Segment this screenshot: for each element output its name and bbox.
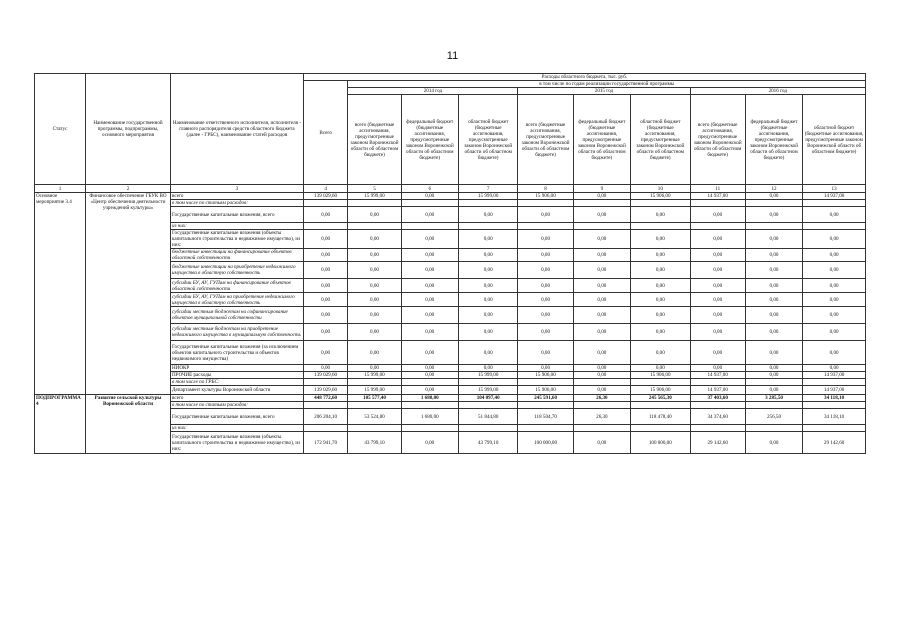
row-value <box>348 200 401 207</box>
row-value: 0,00 <box>518 293 573 307</box>
row-value: 34 118,10 <box>803 395 866 402</box>
row-value: 0,00 <box>745 230 802 249</box>
row-value: 14 937,00 <box>803 372 866 379</box>
header-sub-all-2014: всего (бюджетные ассигнования, предусмотренные законом Воронежской области об областном бюджете) <box>348 95 401 185</box>
row-label: из них: <box>171 425 304 432</box>
row-value: 118 478,40 <box>631 409 691 425</box>
row-value: 14 937,00 <box>803 386 866 395</box>
row-value: 0,00 <box>803 279 866 293</box>
row-label: в том числе по статьям расходов: <box>171 402 304 409</box>
row-value: 0,00 <box>745 249 802 262</box>
row-value: 0,00 <box>690 293 745 307</box>
row-value: 0,00 <box>803 262 866 279</box>
row-value: 0,00 <box>573 230 630 249</box>
row-value: 0,00 <box>401 193 458 200</box>
column-numbers-row <box>35 185 866 193</box>
row-value: 0,00 <box>803 307 866 324</box>
row-value: 0,00 <box>458 293 518 307</box>
header-year-2016: 2016 год <box>690 88 865 95</box>
row-value: 0,00 <box>631 341 691 365</box>
row-value: 15 999,00 <box>348 372 401 379</box>
row-value: 105 577,40 <box>348 395 401 402</box>
row-value: 0,00 <box>690 307 745 324</box>
row-program-name: Финансовое обеспечение ГБУК ВО «Центр обеспечения деятельности учреждений культуры» <box>86 193 171 395</box>
row-value <box>803 425 866 432</box>
row-value: 0,00 <box>401 372 458 379</box>
row-value: 0,00 <box>518 341 573 365</box>
row-value: 0,00 <box>745 365 802 372</box>
row-value: 0,00 <box>573 249 630 262</box>
row-value: 1 680,00 <box>401 409 458 425</box>
row-value: 51 844,80 <box>458 409 518 425</box>
row-value: 0,00 <box>458 365 518 372</box>
header-sub-federal-2014: федеральный бюджет (бюджетные ассигнования, предусмотренные законом Воронежской области об областном бюджете) <box>401 95 458 185</box>
row-value: 0,00 <box>745 307 802 324</box>
row-value: 15 906,00 <box>631 372 691 379</box>
row-value: 15 999,00 <box>458 372 518 379</box>
col-num: 7 <box>458 185 518 193</box>
row-value: 256,50 <box>745 409 802 425</box>
row-value: 172 941,70 <box>303 432 348 454</box>
row-value: 100 000,00 <box>631 432 691 454</box>
row-status: ПОДПРОГРАММА 4 <box>35 395 86 454</box>
row-value: 0,00 <box>348 324 401 341</box>
row-label: в том числе по ГРБС: <box>171 379 304 386</box>
row-value: 0,00 <box>573 307 630 324</box>
row-value: 0,00 <box>518 249 573 262</box>
row-value: 53 524,80 <box>348 409 401 425</box>
row-value <box>401 402 458 409</box>
row-value: 0,00 <box>690 249 745 262</box>
row-value <box>303 425 348 432</box>
row-value <box>631 223 691 230</box>
row-label: в том числе по статьям расходов: <box>171 200 304 207</box>
row-value: 0,00 <box>690 324 745 341</box>
row-value <box>803 379 866 386</box>
row-value <box>745 200 802 207</box>
row-value <box>348 379 401 386</box>
row-value: 0,00 <box>401 230 458 249</box>
row-value: 0,00 <box>745 262 802 279</box>
row-label: Государственные капитальные вложения (объекты капитального строительства и недвижимое имущество), из них: <box>171 432 304 454</box>
row-value <box>401 379 458 386</box>
row-value <box>690 402 745 409</box>
row-value: 0,00 <box>401 365 458 372</box>
row-value: 0,00 <box>348 279 401 293</box>
col-num: 5 <box>348 185 401 193</box>
row-value <box>401 425 458 432</box>
row-value: 0,00 <box>458 307 518 324</box>
row-value: 0,00 <box>401 279 458 293</box>
row-value: 0,00 <box>690 262 745 279</box>
row-value: 0,00 <box>690 230 745 249</box>
row-label: субсидии БУ, АУ, ГУПам на финансирование объектов областной собственности <box>171 279 304 293</box>
row-value: 0,00 <box>631 324 691 341</box>
row-label: НИОКР <box>171 365 304 372</box>
row-label: Государственные капитальные вложения (за исключением объектов капитального строительства и объектов недвижимого имущества) <box>171 341 304 365</box>
row-value <box>573 402 630 409</box>
row-value: 29 142,60 <box>690 432 745 454</box>
row-value <box>458 425 518 432</box>
row-value: 448 772,60 <box>303 395 348 402</box>
row-value <box>573 200 630 207</box>
row-value: 0,00 <box>803 324 866 341</box>
row-label: Департамент культуры Воронежской области <box>171 386 304 395</box>
row-value: 0,00 <box>401 249 458 262</box>
table-row <box>35 395 866 402</box>
row-value <box>401 223 458 230</box>
row-value <box>573 425 630 432</box>
row-value: 15 999,00 <box>348 386 401 395</box>
header-by-years: в том числе по годам реализации государственной программы <box>348 81 866 88</box>
row-value <box>518 379 573 386</box>
row-value: 0,00 <box>401 207 458 223</box>
row-value: 0,00 <box>631 279 691 293</box>
row-value: 0,00 <box>631 293 691 307</box>
row-value: 0,00 <box>303 293 348 307</box>
row-value: 0,00 <box>518 324 573 341</box>
row-value <box>690 200 745 207</box>
row-value <box>803 200 866 207</box>
row-value <box>745 379 802 386</box>
col-num: 13 <box>803 185 866 193</box>
row-value: 34 118,10 <box>803 409 866 425</box>
row-value: 1 680,00 <box>401 395 458 402</box>
row-value: 0,00 <box>573 193 630 200</box>
row-value <box>573 223 630 230</box>
row-value: 0,00 <box>803 341 866 365</box>
col-num: 3 <box>171 185 304 193</box>
row-value <box>631 379 691 386</box>
row-value: 0,00 <box>303 324 348 341</box>
row-value: 0,00 <box>348 293 401 307</box>
row-value: 0,00 <box>631 230 691 249</box>
row-value: 0,00 <box>803 230 866 249</box>
header-sub-federal-2015: федеральный бюджет (бюджетные ассигнования, предусмотренные законом Воронежской области об областном бюджете) <box>573 95 630 185</box>
row-value: 0,00 <box>573 293 630 307</box>
row-value <box>631 402 691 409</box>
header-sub-regional-2014: областной бюджет (бюджетные ассигнования, предусмотренные законом Воронежской области об областном бюджете) <box>458 95 518 185</box>
row-value: 43 799,10 <box>348 432 401 454</box>
row-value <box>348 402 401 409</box>
row-value: 15 999,00 <box>348 193 401 200</box>
row-value: 0,00 <box>458 341 518 365</box>
row-value: 0,00 <box>631 207 691 223</box>
col-num: 2 <box>86 185 171 193</box>
row-value: 15 906,00 <box>518 372 573 379</box>
row-value: 245 565,30 <box>631 395 691 402</box>
row-value: 0,00 <box>518 307 573 324</box>
row-value <box>690 425 745 432</box>
row-label: из них: <box>171 223 304 230</box>
header-program-name: Наименование государственной программы, подпрограммы, основного мероприятия <box>86 74 171 185</box>
row-value: 0,00 <box>690 341 745 365</box>
row-value: 0,00 <box>803 249 866 262</box>
row-value: 0,00 <box>348 307 401 324</box>
row-label: всего <box>171 395 304 402</box>
row-value: 0,00 <box>573 341 630 365</box>
row-value: 139 029,60 <box>303 386 348 395</box>
row-value: 0,00 <box>303 341 348 365</box>
row-value <box>458 379 518 386</box>
row-value: 0,00 <box>458 279 518 293</box>
row-value <box>690 379 745 386</box>
row-value: 0,00 <box>745 193 802 200</box>
row-value: 0,00 <box>573 262 630 279</box>
row-label: субсидии БУ, АУ, ГУПам на приобретение недвижимого имущества в областную собственность <box>171 293 304 307</box>
row-value: 0,00 <box>348 365 401 372</box>
row-value: 0,00 <box>401 293 458 307</box>
row-value: 14 937,00 <box>690 193 745 200</box>
row-value: 15 999,00 <box>458 386 518 395</box>
row-value: 34 374,60 <box>690 409 745 425</box>
row-value: 0,00 <box>745 386 802 395</box>
header-executor: Наименование ответственного исполнителя, исполнителя - главного распорядителя средств областного бюджета (далее - ГРБС), наименование статей расходов <box>171 74 304 185</box>
row-value: 0,00 <box>690 365 745 372</box>
row-value: 0,00 <box>518 207 573 223</box>
header-expenses-title: Расходы областного бюджета, тыс. руб. <box>303 74 865 81</box>
row-value <box>518 223 573 230</box>
row-value: 139 029,60 <box>303 193 348 200</box>
row-value: 0,00 <box>803 365 866 372</box>
row-value <box>348 223 401 230</box>
row-value: 26,30 <box>573 409 630 425</box>
row-value: 15 906,00 <box>518 386 573 395</box>
row-value: 0,00 <box>518 279 573 293</box>
row-value <box>631 425 691 432</box>
header-year-2015: 2015 год <box>518 88 690 95</box>
header-sub-regional-2016: областной бюджет (бюджетные ассигнования, предусмотренные законом Воронежской области об областном бюджете) <box>803 95 866 185</box>
row-value: 0,00 <box>573 324 630 341</box>
row-value: 15 906,00 <box>631 386 691 395</box>
header-sub-all-2016: всего (бюджетные ассигнования, предусмотренные законом Воронежской области об областном бюджете) <box>690 95 745 185</box>
row-value: 0,00 <box>348 207 401 223</box>
row-label: Государственные капитальные вложения, всего <box>171 207 304 223</box>
row-value: 0,00 <box>401 307 458 324</box>
col-num: 1 <box>35 185 86 193</box>
row-value <box>690 223 745 230</box>
row-value: 0,00 <box>303 249 348 262</box>
row-value: 0,00 <box>401 262 458 279</box>
row-value: 0,00 <box>518 230 573 249</box>
row-label: бюджетные инвестиции на финансирование объектов областной собственности <box>171 249 304 262</box>
col-num: 11 <box>690 185 745 193</box>
row-value <box>401 200 458 207</box>
row-value <box>803 223 866 230</box>
row-status: Основное мероприятие 3.4 <box>35 193 86 395</box>
row-value: 0,00 <box>401 341 458 365</box>
row-value <box>518 425 573 432</box>
row-value: 15 999,00 <box>458 193 518 200</box>
table-row <box>35 193 866 200</box>
row-value: 0,00 <box>518 365 573 372</box>
row-value: 0,00 <box>518 262 573 279</box>
header-sub-federal-2016: федеральный бюджет (бюджетные ассигнования, предусмотренные законом Воронежской области об областном бюджете) <box>745 95 802 185</box>
row-value: 15 906,00 <box>518 193 573 200</box>
row-value <box>745 402 802 409</box>
row-value <box>303 402 348 409</box>
row-value: 0,00 <box>458 249 518 262</box>
row-value: 245 591,60 <box>518 395 573 402</box>
row-value <box>518 402 573 409</box>
row-value: 0,00 <box>631 307 691 324</box>
row-value: 0,00 <box>303 279 348 293</box>
page-number: 11 <box>446 50 459 62</box>
row-value: 0,00 <box>573 279 630 293</box>
row-value <box>303 379 348 386</box>
row-value: 0,00 <box>745 372 802 379</box>
row-value: 0,00 <box>458 262 518 279</box>
row-value <box>518 200 573 207</box>
row-value: 29 142,60 <box>803 432 866 454</box>
row-value: 43 799,10 <box>458 432 518 454</box>
row-value <box>348 425 401 432</box>
row-value: 0,00 <box>573 365 630 372</box>
row-value: 14 937,00 <box>690 386 745 395</box>
row-value <box>803 402 866 409</box>
row-value: 0,00 <box>631 262 691 279</box>
row-value: 0,00 <box>458 324 518 341</box>
row-value: 0,00 <box>573 432 630 454</box>
row-value: 104 097,40 <box>458 395 518 402</box>
row-value: 0,00 <box>303 307 348 324</box>
col-num: 9 <box>573 185 630 193</box>
row-value: 0,00 <box>745 341 802 365</box>
row-value: 0,00 <box>348 341 401 365</box>
row-value: 0,00 <box>401 324 458 341</box>
row-label: Государственные капитальные вложения (объекты капитального строительства и недвижимое имущество), из них: <box>171 230 304 249</box>
row-value: 0,00 <box>573 386 630 395</box>
row-value: 0,00 <box>303 262 348 279</box>
row-value: 0,00 <box>303 365 348 372</box>
row-label: бюджетные инвестиции на приобретение недвижимого имущества в областную собственность <box>171 262 304 279</box>
col-num: 6 <box>401 185 458 193</box>
row-value: 15 906,00 <box>631 193 691 200</box>
row-value: 26,30 <box>573 395 630 402</box>
row-label: Государственные капитальные вложения, всего <box>171 409 304 425</box>
col-num: 4 <box>303 185 348 193</box>
header-status: Статус <box>35 74 86 185</box>
row-value: 0,00 <box>690 207 745 223</box>
row-value: 0,00 <box>745 324 802 341</box>
row-value: 0,00 <box>745 207 802 223</box>
row-value: 14 937,00 <box>803 193 866 200</box>
row-value: 0,00 <box>745 293 802 307</box>
row-value: 0,00 <box>348 262 401 279</box>
row-value: 139 029,60 <box>303 372 348 379</box>
row-value: 0,00 <box>401 386 458 395</box>
row-value <box>303 223 348 230</box>
row-value <box>631 200 691 207</box>
row-value <box>573 379 630 386</box>
row-value: 37 403,60 <box>690 395 745 402</box>
row-label: субсидии местным бюджетам на софинансирование объектов муниципальной собственности <box>171 307 304 324</box>
row-value <box>458 200 518 207</box>
row-value: 0,00 <box>348 230 401 249</box>
row-value <box>745 425 802 432</box>
row-value: 0,00 <box>631 365 691 372</box>
header-sub-regional-2015: областной бюджет (бюджетные ассигнования, предусмотренные законом Воронежской области об областном бюджете) <box>631 95 691 185</box>
row-value <box>303 200 348 207</box>
row-value: 0,00 <box>401 432 458 454</box>
row-value <box>458 223 518 230</box>
row-value <box>745 223 802 230</box>
row-label: ПРОЧИЕ расходы <box>171 372 304 379</box>
row-value: 0,00 <box>573 207 630 223</box>
row-value: 0,00 <box>303 230 348 249</box>
header-year-2014: 2014 год <box>348 88 518 95</box>
row-value: 0,00 <box>573 372 630 379</box>
col-num: 10 <box>631 185 691 193</box>
row-value: 0,00 <box>631 249 691 262</box>
col-num: 8 <box>518 185 573 193</box>
row-value: 0,00 <box>303 207 348 223</box>
row-label: субсидии местным бюджетам на приобретение недвижимого имущества в муниципальную собственность <box>171 324 304 341</box>
row-value: 0,00 <box>458 230 518 249</box>
header-sub-all-2015: всего (бюджетные ассигнования, предусмотренные законом Воронежской области об областном бюджете) <box>518 95 573 185</box>
expenses-table <box>34 73 866 454</box>
row-value: 14 937,00 <box>690 372 745 379</box>
row-value: 0,00 <box>348 249 401 262</box>
row-value: 0,00 <box>745 432 802 454</box>
row-value: 0,00 <box>803 207 866 223</box>
row-value: 3 285,50 <box>745 395 802 402</box>
row-program-name: Развитие сельской культуры Воронежской области <box>86 395 171 454</box>
row-value: 0,00 <box>458 207 518 223</box>
col-num: 12 <box>745 185 802 193</box>
row-value <box>458 402 518 409</box>
row-value: 0,00 <box>803 293 866 307</box>
row-value: 206 204,10 <box>303 409 348 425</box>
row-value: 0,00 <box>745 279 802 293</box>
row-label: всего <box>171 193 304 200</box>
row-value: 118 504,70 <box>518 409 573 425</box>
header-total: Всего <box>303 81 348 185</box>
row-value: 0,00 <box>690 279 745 293</box>
row-value: 100 000,00 <box>518 432 573 454</box>
